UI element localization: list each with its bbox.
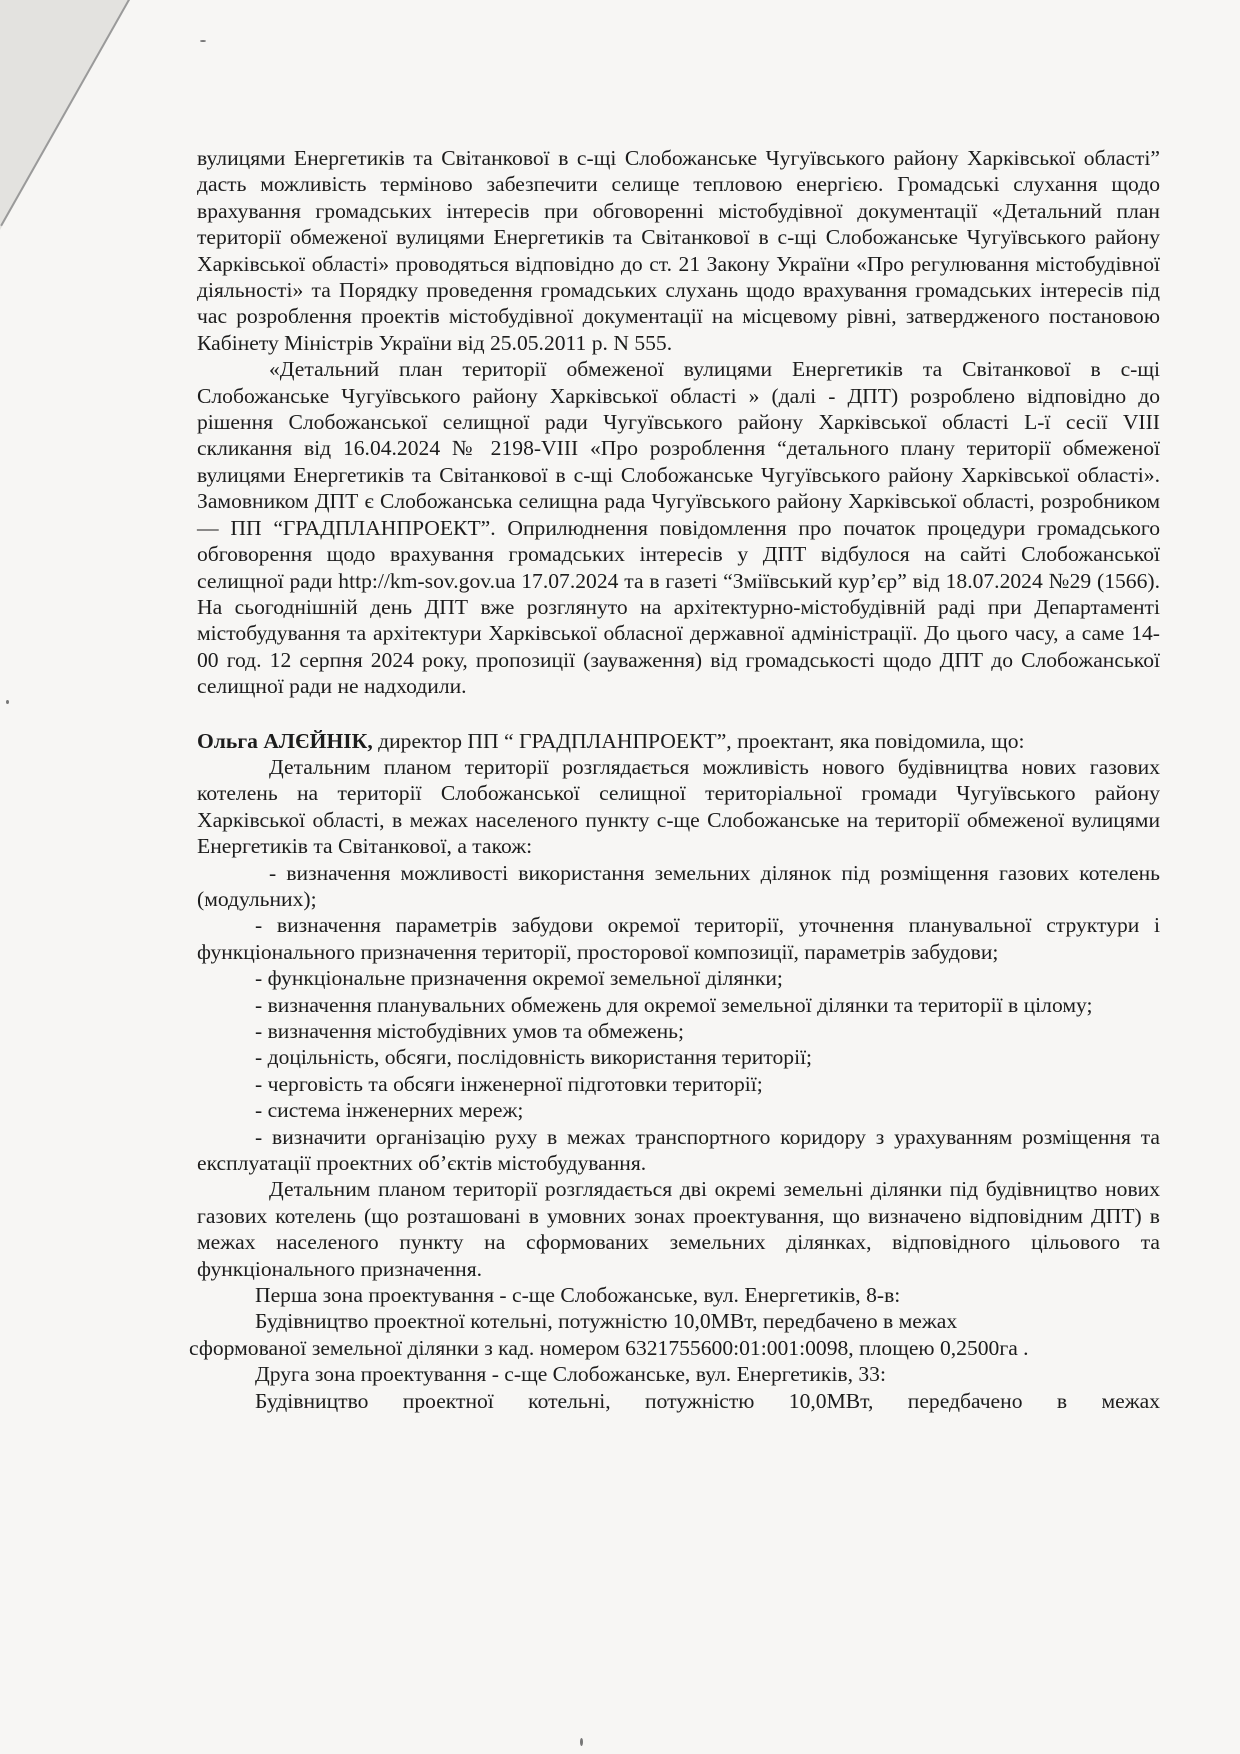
paragraph: «Детальний план території обмеженої вулицями Енергетиків та Світанкової в с-щі Слобожанське Чугуївського району Харківської області » (далі - ДПТ) розроблено відповідно до рішення Слобожанської селищної ради Чугуївського району Харківської області L-ї сесії VIII скликання від 16.04.2024 № 2198-VIII «Про розроблення “детального плану території обмеженої вулицями Енергетиків та Світанкової в с-щі Слобожанське Чугуївського району Харківської області». Замовником ДПТ є Слобожанська селищна рада Чугуївського району Харківської області, розробником — ПП “ГРАДПЛАНПРОЕКТ”. Оприлюднення повідомлення про початок процедури громадського обговорення щодо врахування громадських інтересів у ДПТ відбулося на сайті Слобожанської селищної ради http://km-sov.gov.ua 17.07.2024 та в газеті “Зміївський кур’єр” від 18.07.2024 №29 (1566). На сьогоднішній день ДПТ вже розглянуто на архітектурно-містобудівній раді при Департаменті містобудування та архітектури Харківської обласної державної адміністрації. До цього часу, а саме 14-00 год. 12 серпня 2024 року, пропозиції (зауваження) від громадськості щодо ДПТ до Слобожанської селищної ради не надходили. <box>197 357 1160 699</box>
scan-speck <box>580 1738 583 1746</box>
zone-description-line: сформованої земельної ділянки з кад. номером 6321755600:01:001:0098, площею 0,2500га . <box>189 1335 1029 1360</box>
list-item: - визначення параметрів забудови окремої території, уточнення планувальної структури і функціонального призначення території, просторової композиції, параметрів забудови; <box>197 913 1160 964</box>
paragraph: Детальним планом території розглядається дві окремі земельні ділянки під будівництво нових газових котелень (що розташовані в умовних зонах проектування, що визначено відповідним ДПТ) в межах населеного пункту на сформованих земельних ділянках, відповідного цільового та функціонального призначення. <box>197 1177 1160 1281</box>
list-item: - визначення можливості використання земельних ділянок під розміщення газових котелень (модульних); <box>197 860 1160 911</box>
list-item: - доцільність, обсяги, послідовність використання території; <box>255 1045 813 1070</box>
document-body <box>189 145 1160 1414</box>
list-item: - черговість та обсяги інженерної підготовки території; <box>255 1071 763 1096</box>
paragraph: Детальним планом території розглядається можливість нового будівництва нових газових котелень на території Слобожанської селищної територіальної громади Чугуївського району Харківської області, в межах населеного пункту с-ще Слобожанське на території обмеженої вулицями Енергетиків та Світанкової, а також: <box>197 754 1160 859</box>
list-item: - система інженерних мереж; <box>255 1098 524 1123</box>
list-item: - визначення містобудівних умов та обмежень; <box>255 1019 685 1043</box>
paragraph: вулицями Енергетиків та Світанкової в с-щі Слобожанське Чугуївського району Харківської області” дасть можливість терміново забезпечити селище тепловою енергією. Громадські слухання щодо врахування громадських інтересів при обговоренні містобудівної документації «Детальний план території обмеженої вулицями Енергетиків та Світанкової в с-щі Слобожанське Чугуївського району Харківської області» проводяться відповідно до ст. 21 Закону України «Про регулювання містобудівної діяльності» та Порядку проведення громадських слухань щодо врахування громадських інтересів під час розроблення проектів містобудівної документації на місцевому рівні, затвердженого постановою Кабінету Міністрів України від 25.05.2011 р. N 555. <box>197 146 1160 355</box>
speaker-name: Ольга АЛЄЙНІК, <box>197 728 373 753</box>
folded-corner <box>0 0 130 230</box>
speaker-role: директор ПП “ ГРАДПЛАНПРОЕКТ”, проектант, яка повідомила, що: <box>372 728 1025 753</box>
list-item: - функціональне призначення окремої земельної ділянки; <box>255 966 783 991</box>
scan-speck <box>200 40 206 42</box>
zone-description-line: Будівництво проектної котельні, потужністю 10,0МВт, передбачено в межах <box>255 1309 958 1334</box>
zone-title: Друга зона проектування - с-ще Слобожанське, вул. Енергетиків, 33: <box>255 1362 886 1387</box>
scan-speck <box>6 700 9 704</box>
list-item: - визначення планувальних обмежень для окремої земельної ділянки та території в цілому; <box>255 992 1093 1017</box>
list-item: - визначити організацію руху в межах транспортного коридору з урахуванням розміщення та експлуатації проектних об’єктів містобудування. <box>197 1124 1160 1176</box>
speaker-line <box>197 728 1160 754</box>
zone-title: Перша зона проектування - с-ще Слобожанське, вул. Енергетиків, 8-в: <box>255 1283 901 1308</box>
zone-description <box>189 1308 1160 1361</box>
zone-description: Будівництво проектної котельні, потужністю 10,0МВт, передбачено в межах <box>255 1388 1160 1413</box>
